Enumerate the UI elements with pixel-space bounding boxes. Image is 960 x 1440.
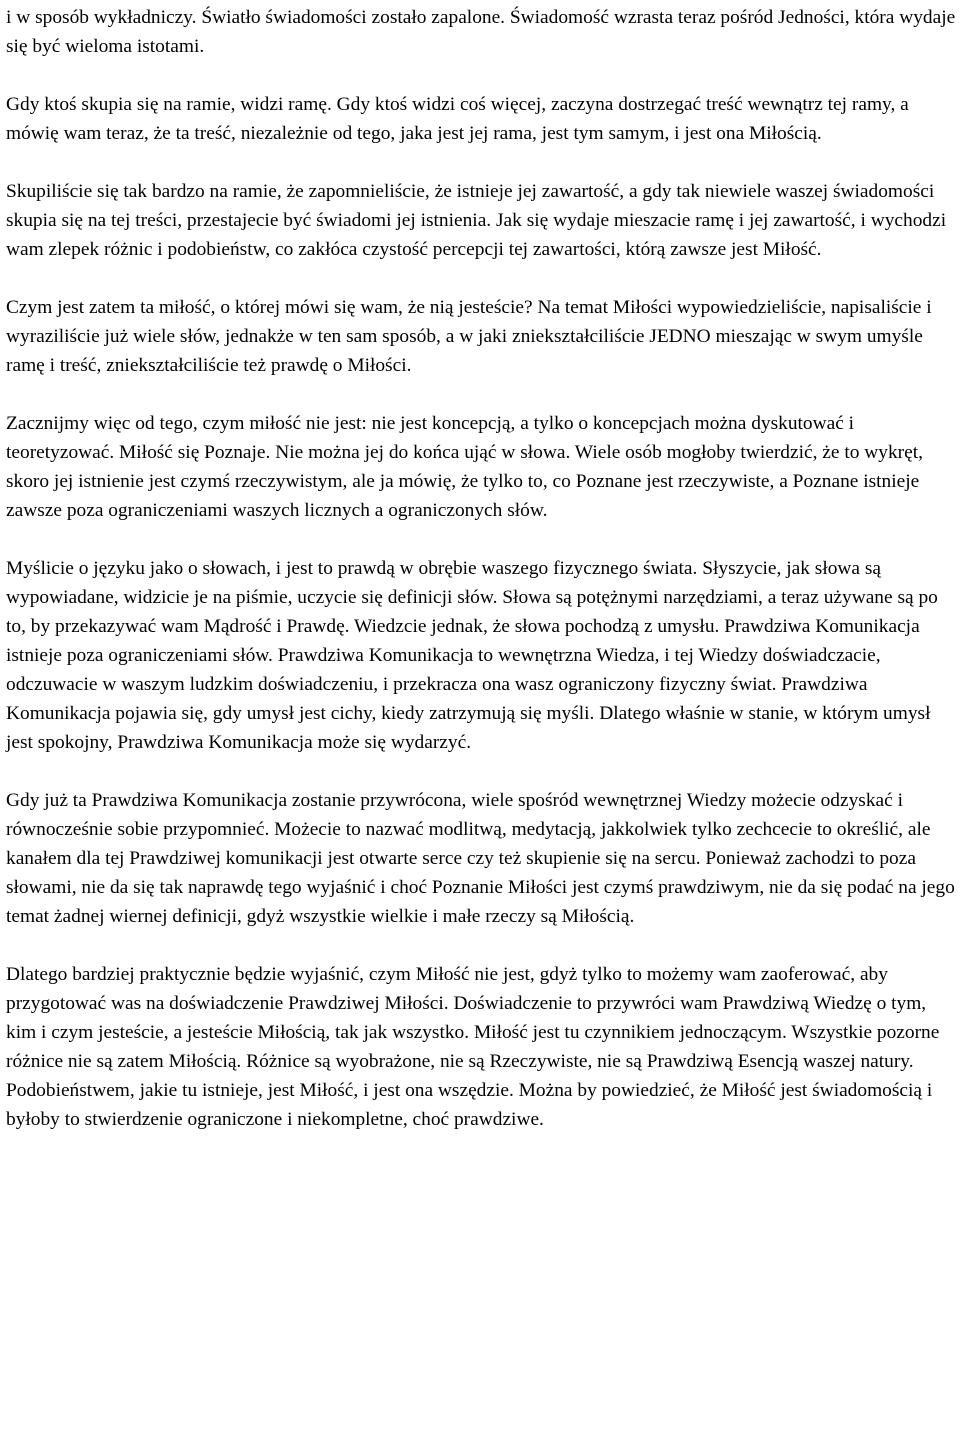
paragraph-3: Skupiliście się tak bardzo na ramie, że zapomnieliście, że istnieje jej zawartość, a gdy tak niewiele waszej świadomości skupia się na tej treści, przestajecie być świadomi jej istnienia. Jak się wydaje mieszacie ramę i jej zawartość, i wychodzi wam zlepek różnic i podobieństw, co zakłóca czystość percepcji tej zawartości, którą zawsze jest Miłość.: [6, 181, 947, 260]
paragraph-1: i w sposób wykładniczy. Światło świadomości zostało zapalone. Świadomość wzrasta teraz pośród Jedności, która wydaje się być wieloma istotami.: [6, 7, 956, 57]
paragraph-7: Gdy już ta Prawdziwa Komunikacja zostanie przywrócona, wiele spośród wewnętrznej Wiedzy możecie odzyskać i równocześnie sobie przypomnieć. Możecie to nazwać modlitwą, medytacją, jakkolwiek tylko zechcecie to określić, ale kanałem dla tej Prawdziwej komunikacji jest otwarte serce czy też skupienie się na sercu. Ponieważ zachodzi to poza słowami, nie da się tak naprawdę tego wyjaśnić i choć Poznanie Miłości jest czymś prawdziwym, nie da się podać na jego temat żadnej wiernej definicji, gdyż wszystkie wielkie i małe rzeczy są Miłością.: [6, 790, 955, 927]
paragraph-4: Czym jest zatem ta miłość, o której mówi się wam, że nią jesteście? Na temat Miłości wypowiedzieliście, napisaliście i wyraziliście już wiele słów, jednakże w ten sam sposób, a w jaki zniekształciliście JEDNO mieszając w swym umyśle ramę i treść, zniekształciliście też prawdę o Miłości.: [6, 297, 932, 376]
paragraph-8: Dlatego bardziej praktycznie będzie wyjaśnić, czym Miłość nie jest, gdyż tylko to możemy wam zaoferować, aby przygotować was na doświadczenie Prawdziwej Miłości. Doświadczenie to przywróci wam Prawdziwą Wiedzę o tym, kim i czym jesteście, a jesteście Miłością, tak jak wszystko. Miłość jest tu czynnikiem jednoczącym. Wszystkie pozorne różnice nie są zatem Miłością. Różnice są wyobrażone, nie są Rzeczywiste, nie są Prawdziwą Esencją waszej natury. Podobieństwem, jakie tu istnieje, jest Miłość, i jest ona wszędzie. Można by powiedzieć, że Miłość jest świadomością i byłoby to stwierdzenie ograniczone i niekompletne, choć prawdziwe.: [6, 964, 940, 1130]
paragraph-5: Zacznijmy więc od tego, czym miłość nie jest: nie jest koncepcją, a tylko o koncepcjach można dyskutować i teoretyzować. Miłość się Poznaje. Nie można jej do końca ująć w słowa. Wiele osób mogłoby twierdzić, że to wykręt, skoro jej istnienie jest czymś rzeczywistym, ale ja mówię, że tylko to, co Poznane jest rzeczywiste, a Poznane istnieje zawsze poza ograniczeniami waszych licznych a ograniczonych słów.: [6, 413, 923, 521]
paragraph-2: Gdy ktoś skupia się na ramie, widzi ramę. Gdy ktoś widzi coś więcej, zaczyna dostrzegać treść wewnątrz tej ramy, a mówię wam teraz, że ta treść, niezależnie od tego, jaka jest jej rama, jest tym samym, i jest ona Miłością.: [6, 94, 909, 144]
paragraph-6: Myślicie o języku jako o słowach, i jest to prawdą w obrębie waszego fizycznego świata. Słyszycie, jak słowa są wypowiadane, widzicie je na piśmie, uczycie się definicji słów. Słowa są potężnymi narzędziami, a teraz używane są po to, by przekazywać wam Mądrość i Prawdę. Wiedzcie jednak, że słowa pochodzą z umysłu. Prawdziwa Komunikacja istnieje poza ograniczeniami słów. Prawdziwa Komunikacja to wewnętrzna Wiedza, i tej Wiedzy doświadczacie, odczuwacie w waszym ludzkim doświadczeniu, i przekracza ona wasz ograniczony fizyczny świat. Prawdziwa Komunikacja pojawia się, gdy umysł jest cichy, kiedy zatrzymują się myśli. Dlatego właśnie w stanie, w którym umysł jest spokojny, Prawdziwa Komunikacja może się wydarzyć.: [6, 558, 938, 753]
